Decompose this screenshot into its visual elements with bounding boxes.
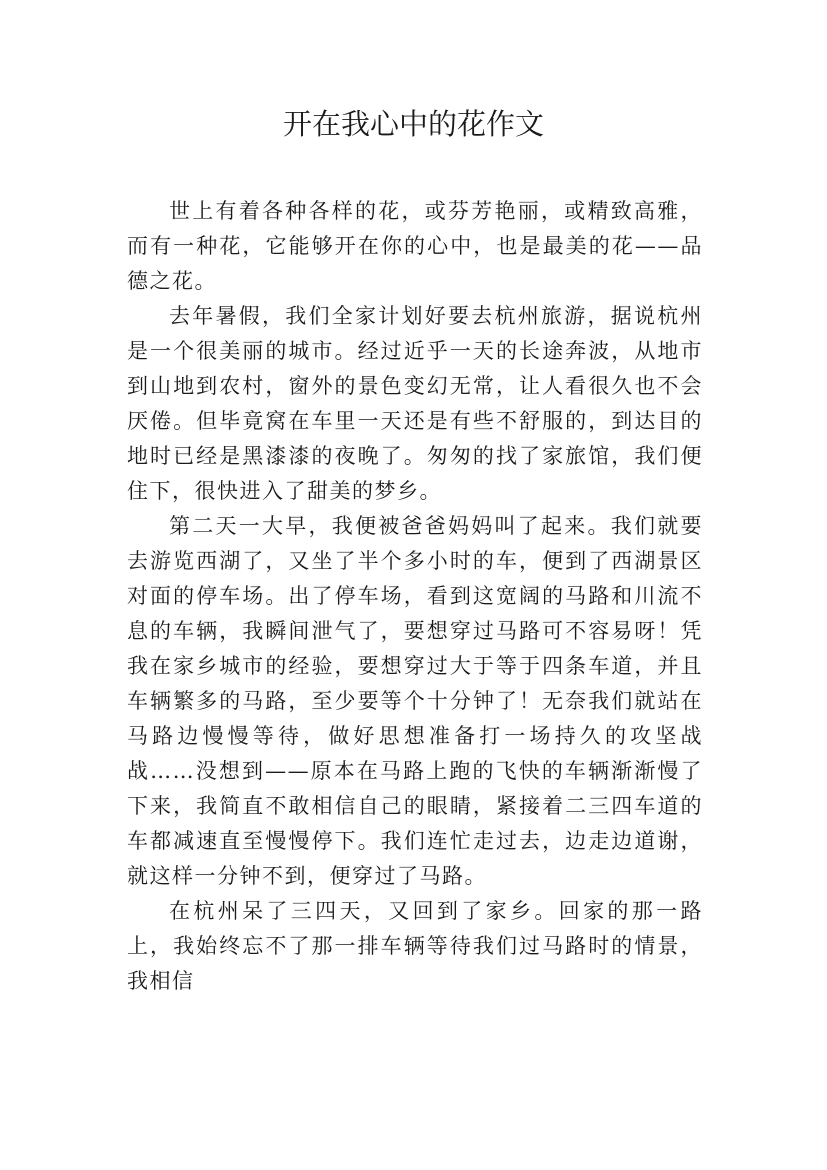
paragraph-3: 第二天一大早，我便被爸爸妈妈叫了起来。我们就要去游览西湖了，又坐了半个多小时的车，便到了西湖景区对面的停车场。出了停车场，看到这宽阔的马路和川流不息的车辆，我瞬间泄气了，要想穿过马路可不容易呀！凭我在家乡城市的经验，要想穿过大于等于四条车道，并且车辆繁多的马路，至少要等个十分钟了！无奈我们就站在马路边慢慢等待，做好思想准备打一场持久的攻坚战战……没想到——原本在马路上跑的飞快的车辆渐渐慢了下来，我简直不敢相信自己的眼睛，紧接着二三四车道的车都减速直至慢慢停下。我们连忙走过去，边走边道谢，就这样一分钟不到，便穿过了马路。 (127, 514, 703, 888)
paragraph-2: 去年暑假，我们全家计划好要去杭州旅游，据说杭州是一个很美丽的城市。经过近乎一天的长途奔波，从地市到山地到农村，窗外的景色变幻无常，让人看很久也不会厌倦。但毕竟窝在车里一天还是有些不舒服的，到达目的地时已经是黑漆漆的夜晚了。匆匆的找了家旅馆，我们便住下，很快进入了甜美的梦乡。 (127, 304, 703, 503)
paragraph-1: 世上有着各种各样的花，或芬芳艳丽，或精致高雅，而有一种花，它能够开在你的心中，也是最美的花——品德之花。 (127, 199, 703, 293)
paragraph-4: 在杭州呆了三四天，又回到了家乡。回家的那一路上，我始终忘不了那一排车辆等待我们过马路时的情景，我相信 (127, 899, 703, 993)
document-body (127, 194, 703, 999)
document-title: 开在我心中的花作文 (282, 107, 544, 141)
